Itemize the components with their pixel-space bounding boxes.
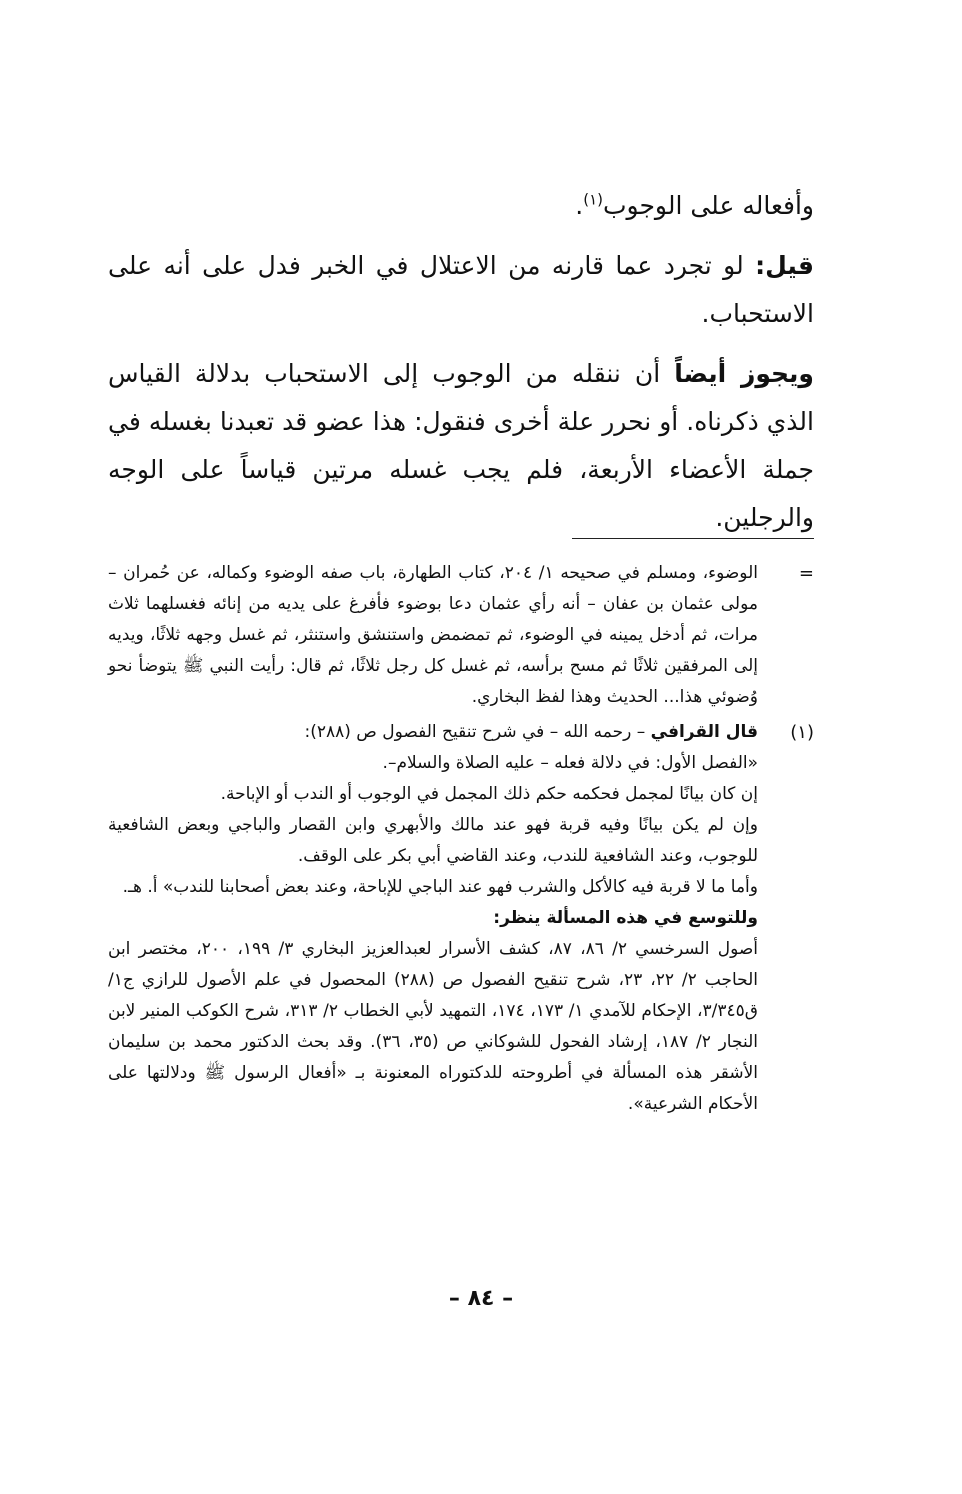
footnote-separator [572, 538, 814, 539]
paragraph-2-text: لو تجرد عما قارنه من الاعتلال في الخبر فدل على أنه على الاستحباب. [108, 251, 814, 328]
footnote-1-line-3: إن كان بيانًا لمجمل فحكمه حكم ذلك المجمل في الوجوب أو الندب أو الإباحة. [220, 784, 758, 804]
paragraph-2 [108, 242, 814, 338]
continuation-marker: = [798, 563, 814, 584]
paragraph-1-text: وأفعاله على الوجوب [603, 191, 814, 220]
footnote-continuation [108, 558, 814, 713]
footnote-1-body [108, 717, 758, 1120]
footnotes [108, 558, 814, 1120]
continuation-text: الوضوء، ومسلم في صحيحه ١/ ٢٠٤، كتاب الطهارة، باب صفه الوضوء وكماله، عن حُمران – مولى عثمان بن عفان – أنه رأي عثمان دعا بوضوء فأفرغ على يديه من إنائه فغسلهما ثلاث مرات، ثم أدخل يمينه في الوضوء، ثم تمضمض واستنشق واستنثر، ثم غسل وجهه ثلاثًا، ويديه إلى المرفقين ثلاثًا ثم مسح برأسه، ثم غسل كل رجل ثلاثًا، ثم قال: رأيت النبي ﷺ يتوضأ نحو وُضوئي هذا... الحديث وهذا لفظ البخاري. [108, 563, 758, 707]
paragraph-3 [108, 350, 814, 542]
paragraph-2-lead: قيل: [755, 251, 814, 280]
footnote-1-line-4: وإن لم يكن بيانًا وفيه قربة فهو عند مالك والأبهري وابن القصار والباجي وبعض الشافعية للوجوب، وعند الشافعية للندب، وعند القاضي أبي بكر على الوقف. [108, 815, 758, 866]
footnote-1-line-5: وأما ما لا قربة فيه كالأكل والشرب فهو عند الباجي للإباحة، وعند بعض أصحابنا للندب» أ. هـ. [122, 877, 758, 897]
footnote-1-lead: قال القرافي [650, 722, 758, 742]
footnote-1 [108, 717, 814, 1120]
page-number: – ٨٤ – [448, 1286, 514, 1311]
footnote-1-heading: وللتوسع في هذه المسألة ينظر: [493, 908, 758, 928]
footnote-1-line-2: «الفصل الأول: في دلالة فعله – عليه الصلاة والسلام–. [382, 753, 758, 773]
footnote-1-marker: (١) [790, 722, 814, 743]
footnote-1-references: أصول السرخسي ٢/ ٨٦، ٨٧، كشف الأسرار لعبدالعزيز البخاري ٣/ ١٩٩، ٢٠٠، مختصر ابن الحاجب ٢/ ٢٢، ٢٣، شرح تنقيح الفصول ص (٢٨٨) المحصول في علم الأصول للرازي ج١/ق٣/٣٤٥، الإحكام للآمدي ١/ ١٧٣، ١٧٤، التمهيد لأبي الخطاب ٢/ ٣١٣، شرح الكوكب المنير لابن النجار ٢/ ١٨٧، إرشاد الفحول للشوكاني ص (٣٥، ٣٦). وقد بحث الدكتور محمد بن سليمان الأشقر هذه المسألة في أطروحته للدكتوراه المعنونة بـ «أفعال الرسول ﷺ ودلالتها على الأحكام الشرعية». [108, 939, 759, 1114]
footnote-1-line-1-text: – رحمه الله – في شرح تنقيح الفصول ص (٢٨٨): [304, 722, 651, 742]
paragraph-1-end: . [575, 191, 584, 220]
paragraph-3-text: أن ننقله من الوجوب إلى الاستحباب بدلالة القياس الذي ذكرناه. أو نحرر علة أخرى فنقول: هذا عضو قد تعبدنا بغسله في جملة الأعضاء الأربعة، فلم يجب غسله مرتين قياساً على الوجه والرجلين. [108, 359, 814, 532]
paragraph-1 [108, 182, 814, 230]
main-text [108, 182, 814, 542]
footnote-ref-1: (١) [583, 190, 604, 209]
paragraph-3-lead: ويجوز أيضاً [674, 359, 814, 388]
footnote-1-line-1 [108, 717, 758, 748]
